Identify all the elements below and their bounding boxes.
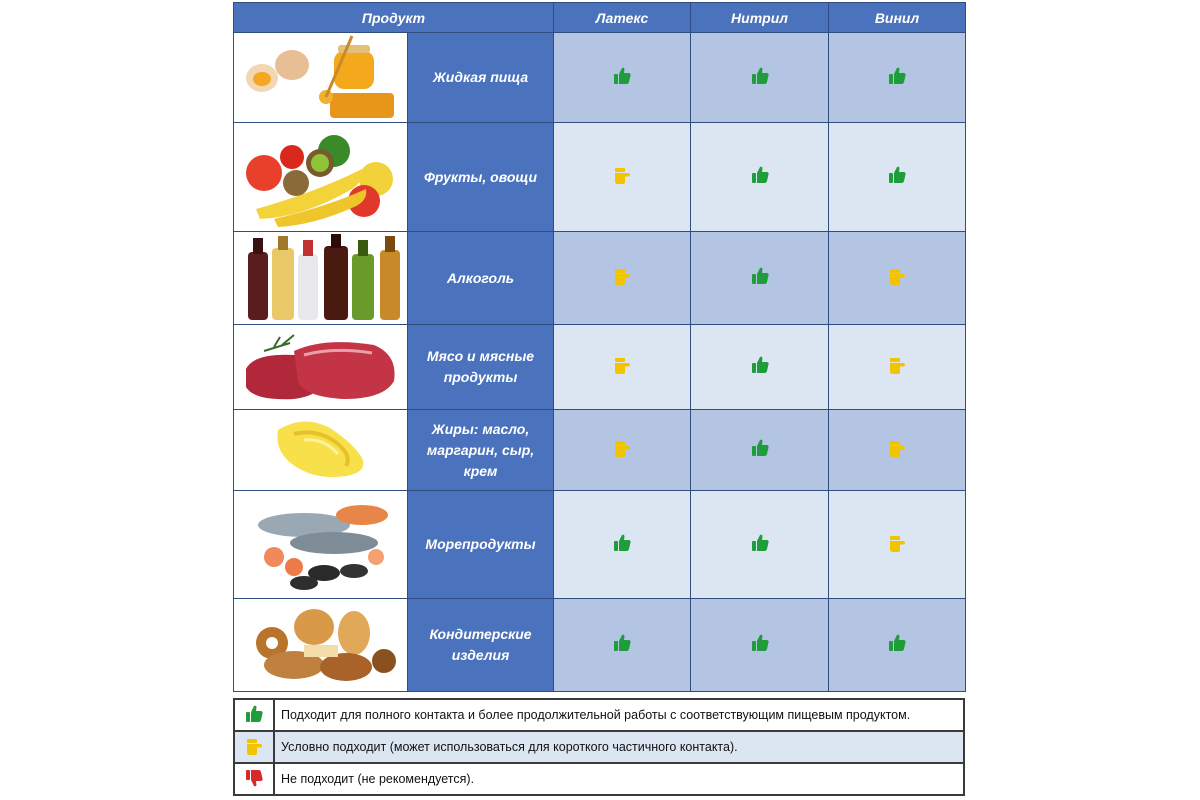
table-header-row: [234, 3, 966, 33]
thumbs-sideways-icon: [611, 354, 633, 376]
legend-row-suitable: [234, 699, 964, 731]
product-name: Фрукты, овощи: [408, 123, 554, 232]
legend-row-conditional: [234, 731, 964, 763]
header-nitrile: Нитрил: [691, 3, 829, 33]
bottles-image: [234, 232, 408, 325]
product-name: Жиры: масло, маргарин, сыр, крем: [408, 410, 554, 491]
thumbs-up-icon: [886, 65, 908, 87]
thumbs-up-icon: [611, 65, 633, 87]
table-row: [234, 123, 966, 232]
header-latex: Латекс: [554, 3, 691, 33]
table-row: [234, 599, 966, 692]
legend-text-unsuitable: Не подходит (не рекомендуется).: [274, 763, 964, 795]
header-vinyl: Винил: [829, 3, 966, 33]
table-row: [234, 491, 966, 599]
table-row: [234, 325, 966, 410]
header-product: Продукт: [234, 3, 554, 33]
rating-nitrile: [691, 33, 829, 123]
rating-nitrile: [691, 232, 829, 325]
fruits-vegetables-image: [234, 123, 408, 232]
rating-vinyl: [829, 33, 966, 123]
seafood-image: [234, 491, 408, 599]
rating-nitrile: [691, 325, 829, 410]
legend: [233, 698, 965, 796]
rating-latex: [554, 599, 691, 692]
rating-latex: [554, 410, 691, 491]
product-name: Кондитерские изделия: [408, 599, 554, 692]
rating-nitrile: [691, 491, 829, 599]
rating-latex: [554, 491, 691, 599]
rating-vinyl: [829, 232, 966, 325]
thumbs-up-icon: [749, 437, 771, 459]
thumbs-sideways-icon: [611, 164, 633, 186]
product-name: Алкоголь: [408, 232, 554, 325]
thumbs-up-icon: [749, 354, 771, 376]
thumbs-up-icon: [749, 65, 771, 87]
rating-nitrile: [691, 123, 829, 232]
thumbs-sideways-icon: [886, 354, 908, 376]
thumbs-up-icon: [611, 632, 633, 654]
rating-nitrile: [691, 599, 829, 692]
thumbs-sideways-icon: [611, 265, 633, 287]
legend-row-unsuitable: [234, 763, 964, 795]
thumbs-sideways-icon: [886, 532, 908, 554]
thumbs-up-icon: [886, 632, 908, 654]
legend-icon-cell: [234, 763, 274, 795]
butter-curl-image: [234, 410, 408, 491]
rating-vinyl: [829, 325, 966, 410]
glove-compatibility-table: [233, 2, 966, 692]
rating-vinyl: [829, 599, 966, 692]
table-row: [234, 232, 966, 325]
rating-latex: [554, 33, 691, 123]
rating-vinyl: [829, 123, 966, 232]
thumbs-up-icon: [886, 164, 908, 186]
legend-icon-cell: [234, 699, 274, 731]
product-name: Жидкая пища: [408, 33, 554, 123]
rating-vinyl: [829, 491, 966, 599]
table-row: [234, 410, 966, 491]
thumbs-up-icon: [243, 703, 265, 725]
thumbs-sideways-icon: [886, 437, 908, 459]
thumbs-sideways-icon: [611, 437, 633, 459]
product-name: Мясо и мясные продукты: [408, 325, 554, 410]
thumbs-sideways-icon: [243, 735, 265, 757]
product-name: Морепродукты: [408, 491, 554, 599]
rating-latex: [554, 325, 691, 410]
pastries-image: [234, 599, 408, 692]
thumbs-up-icon: [749, 265, 771, 287]
rating-latex: [554, 123, 691, 232]
meat-image: [234, 325, 408, 410]
thumbs-up-icon: [749, 164, 771, 186]
rating-latex: [554, 232, 691, 325]
rating-nitrile: [691, 410, 829, 491]
thumbs-sideways-icon: [886, 265, 908, 287]
legend-icon-cell: [234, 731, 274, 763]
thumbs-up-icon: [749, 532, 771, 554]
legend-text-conditional: Условно подходит (может использоваться для короткого частичного контакта).: [274, 731, 964, 763]
table-row: [234, 33, 966, 123]
thumbs-down-icon: [243, 767, 265, 789]
eggs-honey-image: [234, 33, 408, 123]
rating-vinyl: [829, 410, 966, 491]
thumbs-up-icon: [611, 532, 633, 554]
legend-text-suitable: Подходит для полного контакта и более продолжительной работы с соответствующим пищевым продуктом.: [274, 699, 964, 731]
thumbs-up-icon: [749, 632, 771, 654]
